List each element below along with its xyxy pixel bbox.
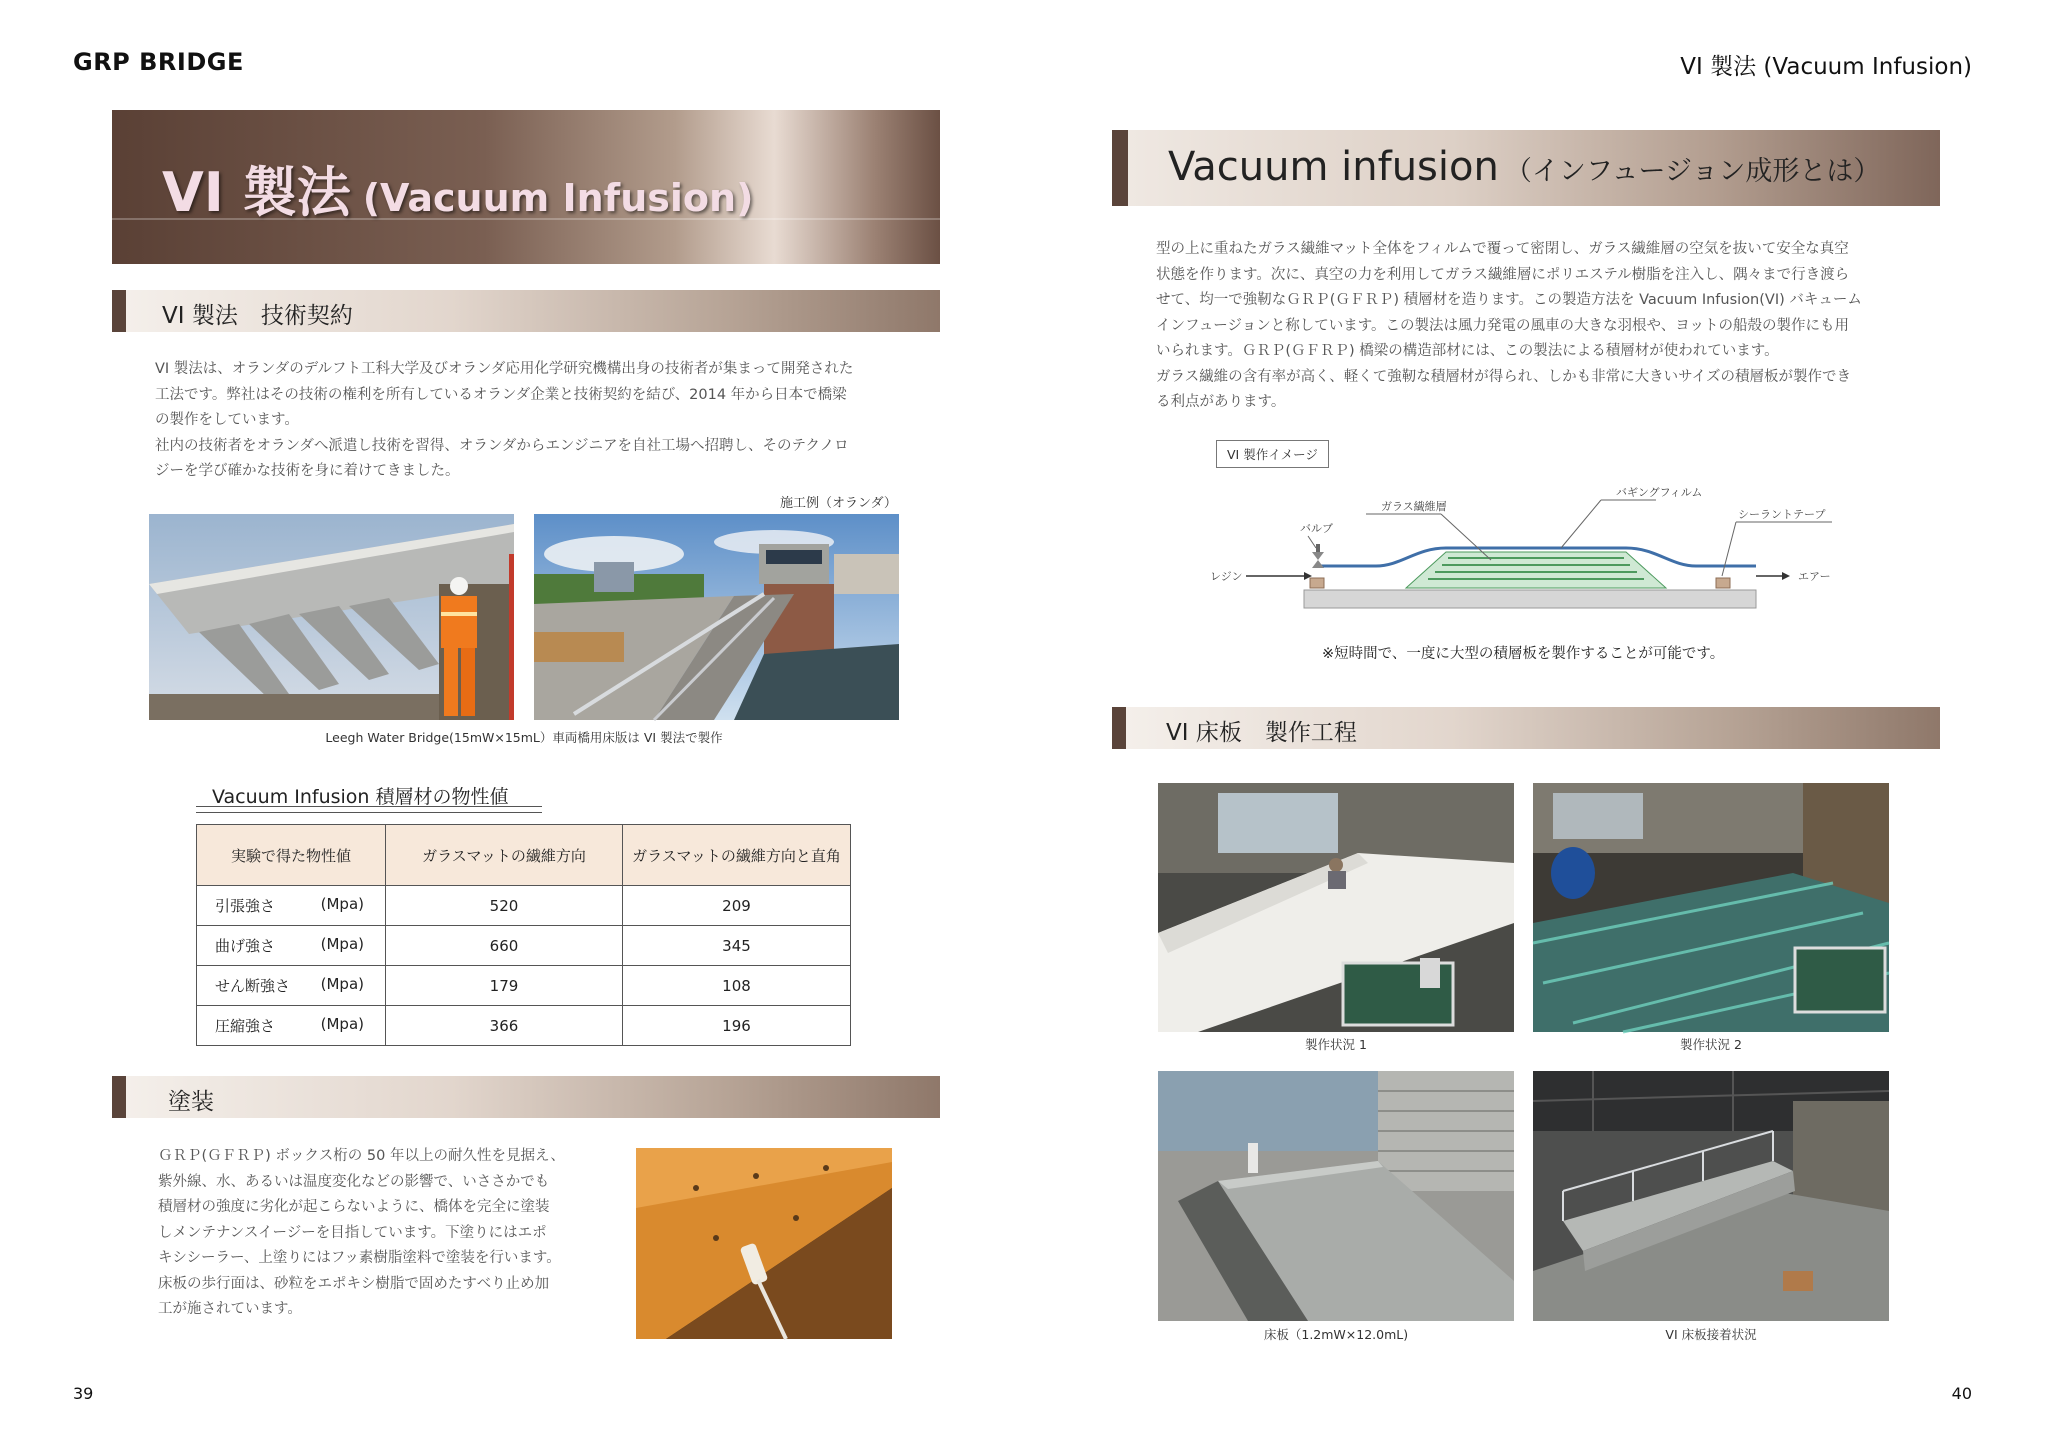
photo-slab-bonding	[1533, 1071, 1889, 1321]
vi-line: せて、均一で強靭なＧＲＰ(ＧＦＲＰ) 積層材を造ります。この製造方法を Vacuum Infusion(VI) バキューム	[1156, 292, 1862, 308]
contract-line: の製作をしています。	[155, 412, 299, 428]
page-number-left: 39	[73, 1384, 94, 1403]
vi-banner-title-sub: （インフュージョン成形とは）	[1504, 156, 1881, 187]
property-table	[196, 824, 851, 1046]
photo-production-2	[1533, 783, 1889, 1032]
table-cell-value: 660	[386, 926, 623, 966]
running-title-left: GRP BRIDGE	[73, 48, 244, 76]
table-cell-value: 520	[386, 886, 623, 926]
table-cell-value: 179	[386, 966, 623, 1006]
table-header-row	[197, 825, 851, 886]
label-valve: バルブ	[1300, 522, 1333, 535]
vi-process-diagram	[1210, 470, 1856, 630]
contract-line: VI 製法は、オランダのデルフト工科大学及びオランダ応用化学研究機構出身の技術者が集まって開発された	[155, 361, 854, 377]
section-heading-process: VI 床板 製作工程	[1166, 720, 1357, 746]
banner-title-sub: (Vacuum Infusion)	[362, 176, 754, 220]
table-cell-value: 196	[623, 1006, 851, 1046]
vi-line: 型の上に重ねたガラス繊維マット全体をフィルムで覆って密閉し、ガラス繊維層の空気を抜いて安全な真空	[1156, 241, 1849, 257]
table-header-cell: ガラスマットの繊維方向	[386, 825, 623, 886]
caption-production-2: 製作状況 2	[1680, 1037, 1742, 1052]
vi-line: る利点があります。	[1156, 394, 1286, 410]
table-cell-name: 引張強さ (Mpa)	[197, 886, 386, 926]
vi-banner-title-main: Vacuum infusion	[1168, 144, 1499, 190]
contract-line: 工法です。弊社はその技術の権利を所有しているオランダ企業と技術契約を結び、2014 年から日本で橋梁	[155, 386, 847, 403]
table-cell-name: 圧縮強さ (Mpa)	[197, 1006, 386, 1046]
paint-line: キシシーラー、上塗りにはフッ素樹脂塗料で塗装を行います。	[158, 1250, 561, 1266]
diagram-box-label: VI 製作イメージ	[1216, 440, 1329, 468]
paint-line: 紫外線、水、あるいは温度変化などの影響で、いささかでも	[158, 1173, 550, 1190]
caption-production-1: 製作状況 1	[1305, 1037, 1367, 1052]
section-heading-paint: 塗装	[168, 1089, 214, 1115]
caption-floor-slab: 床板（1.2mW×12.0mL)	[1263, 1327, 1409, 1342]
photo-production-1	[1158, 783, 1514, 1032]
table-title: Vacuum Infusion 積層材の物性値	[212, 786, 509, 808]
paint-line: 積層材の強度に劣化が起こらないように、橋体を完全に塗装	[158, 1199, 550, 1215]
paint-paragraph	[158, 1144, 618, 1323]
banner-title-main: VI 製法	[162, 161, 351, 224]
label-resin: レジン	[1210, 570, 1243, 583]
photo-canal-bridge	[534, 514, 899, 720]
vi-line: インフュージョンと称しています。この製法は風力発電の風車の大きな羽根や、ヨットの船殻の製作にも用	[1156, 317, 1849, 334]
section-bar-process	[1112, 707, 1940, 749]
photo-label-netherlands: 施工例（オランダ）	[780, 496, 897, 511]
photo-painted-girder	[636, 1148, 892, 1339]
label-bagging-film: バギングフィルム	[1616, 486, 1703, 499]
running-title-right: VI 製法 (Vacuum Infusion)	[1680, 54, 1972, 80]
table-row	[197, 1006, 851, 1046]
vi-line: 状態を作ります。次に、真空の力を利用してガラス繊維層にポリエステル樹脂を注入し、隅々まで行き渡ら	[1156, 266, 1850, 283]
paint-line: 工が施されています。	[158, 1301, 302, 1317]
section-bar-paint	[112, 1076, 940, 1118]
table-row	[197, 926, 851, 966]
contract-line: 社内の技術者をオランダへ派遣し技術を習得、オランダからエンジニアを自社工場へ招聘し、そのテクノロ	[155, 437, 849, 454]
contract-line: ジーを学び確かな技術を身に着けてきました。	[155, 463, 460, 479]
table-cell-value: 108	[623, 966, 851, 1006]
photo-caption-leegh: Leegh Water Bridge(15mW×15mL）車両橋用床版は VI 製法で製作	[325, 730, 723, 745]
table-header-cell: ガラスマットの繊維方向と直角	[623, 825, 851, 886]
table-cell-name: 曲げ強さ (Mpa)	[197, 926, 386, 966]
section-heading-contract: VI 製法 技術契約	[162, 303, 353, 329]
air-arrow-icon	[1782, 572, 1790, 580]
paint-line: しメンテナンスイージーを目指しています。下塗りにはエポ	[158, 1224, 547, 1241]
label-glass-layer: ガラス繊維層	[1381, 500, 1447, 513]
table-row	[197, 886, 851, 926]
diagram-note: ※短時間で、一度に大型の積層板を製作することが可能です。	[1322, 646, 1725, 662]
table-cell-value: 345	[623, 926, 851, 966]
section-bar-vacuum-infusion	[1112, 130, 1940, 206]
valve-icon	[1312, 544, 1324, 568]
label-air: エアー	[1798, 570, 1831, 583]
vi-line: いられます。ＧＲＰ(ＧＦＲＰ) 橋梁の構造部材には、この製法による積層材が使われています。	[1156, 343, 1779, 359]
vi-paragraph	[1156, 237, 1916, 416]
contract-paragraph	[155, 357, 915, 485]
photo-bridge-girder	[149, 514, 514, 720]
section-bar-contract	[112, 290, 940, 332]
paint-line: 床板の歩行面は、砂粒をエポキシ樹脂で固めたすべり止め加	[158, 1275, 550, 1292]
caption-slab-bonding: VI 床板接着状況	[1665, 1327, 1757, 1342]
paint-line: ＧＲＰ(ＧＦＲＰ) ボックス桁の 50 年以上の耐久性を見据え、	[158, 1148, 565, 1164]
table-row	[197, 966, 851, 1006]
table-cell-value: 366	[386, 1006, 623, 1046]
table-header-cell: 実験で得た物性値	[197, 825, 386, 886]
vi-line: ガラス繊維の含有率が高く、軽くて強靭な積層材が得られ、しかも非常に大きいサイズの積層板が製作でき	[1156, 368, 1851, 385]
table-cell-value: 209	[623, 886, 851, 926]
table-cell-name: せん断強さ (Mpa)	[197, 966, 386, 1006]
photo-floor-slab	[1158, 1071, 1514, 1321]
page-number-right: 40	[1951, 1384, 1972, 1403]
table-title-rule	[196, 806, 542, 813]
label-sealant: シーラントテープ	[1738, 508, 1826, 521]
main-banner	[112, 110, 940, 264]
